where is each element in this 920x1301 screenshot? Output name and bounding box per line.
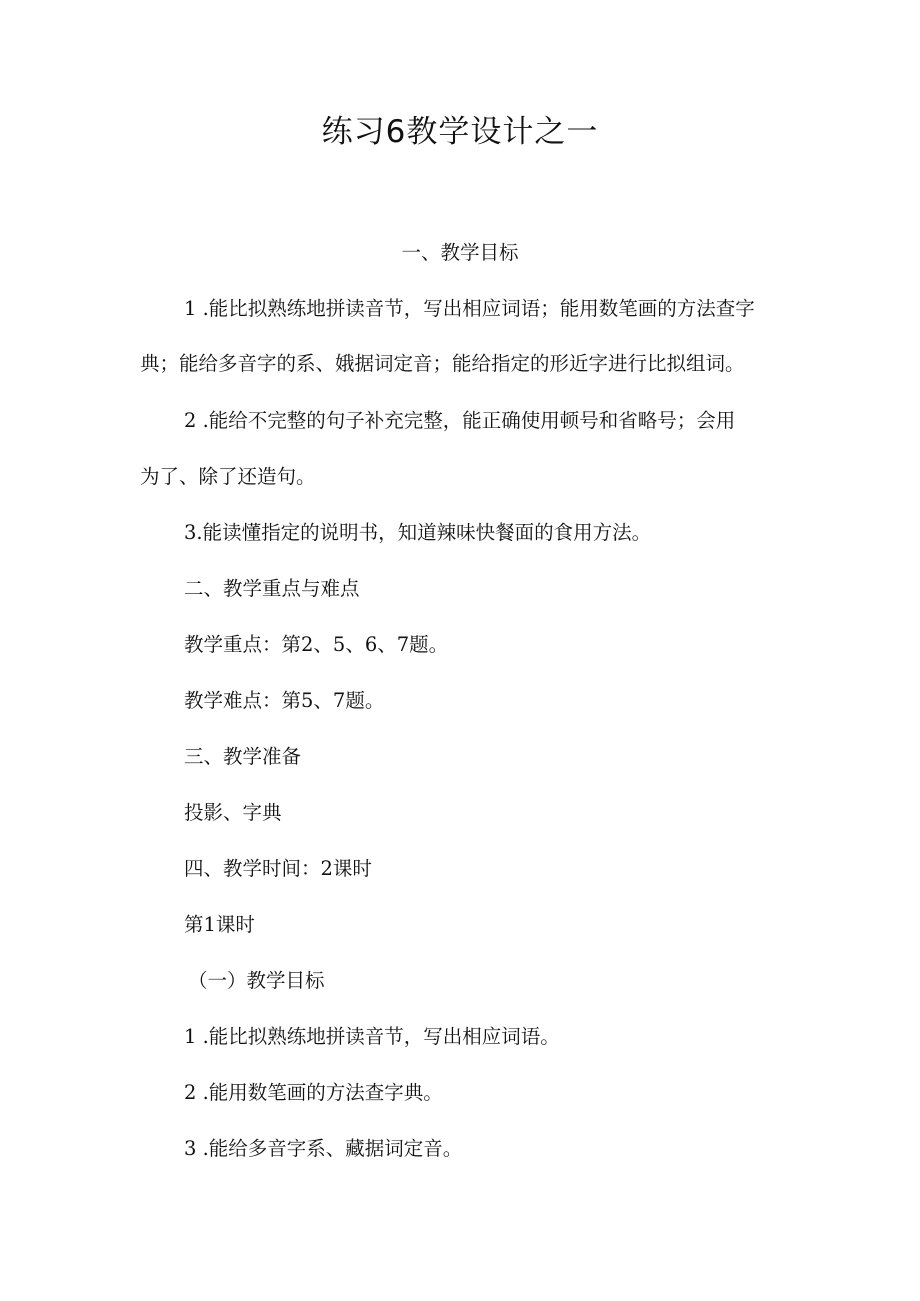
paragraph-line: 教学难点：第5、7题。	[184, 689, 385, 712]
section-heading-time: 四、教学时间：2课时	[184, 857, 372, 880]
lesson-heading: 第1课时	[184, 913, 255, 936]
paragraph-line: 2 .能给不完整的句子补充完整，能正确使用顿号和省略号；会用	[184, 409, 736, 432]
document-title: 练习6教学设计之一	[321, 114, 599, 150]
section-heading-preparation: 三、教学准备	[184, 745, 302, 768]
paragraph-line: 1 .能比拟熟练地拼读音节，写出相应词语；能用数笔画的方法查字	[184, 297, 755, 320]
paragraph-line: 教学重点：第2、5、6、7题。	[184, 633, 449, 656]
subsection-heading: （一）教学目标	[188, 969, 325, 992]
paragraph-line: 3 .能给多音字系、藏据词定音。	[184, 1137, 463, 1160]
section-heading-key-points: 二、教学重点与难点	[184, 577, 360, 600]
paragraph-line: 2 .能用数笔画的方法查字典。	[184, 1081, 443, 1104]
paragraph-line: 典；能给多音字的系、娥据词定音；能给指定的形近字进行比拟组词。	[140, 352, 745, 375]
section-heading-objectives: 一、教学目标	[401, 241, 519, 264]
paragraph-line: 投影、字典	[184, 801, 282, 824]
paragraph-line: 3.能读懂指定的说明书，知道辣味快餐面的食用方法。	[184, 521, 652, 544]
paragraph-line: 1 .能比拟熟练地拼读音节，写出相应词语。	[184, 1025, 560, 1048]
paragraph-line: 为了、除了还造句。	[140, 465, 316, 488]
